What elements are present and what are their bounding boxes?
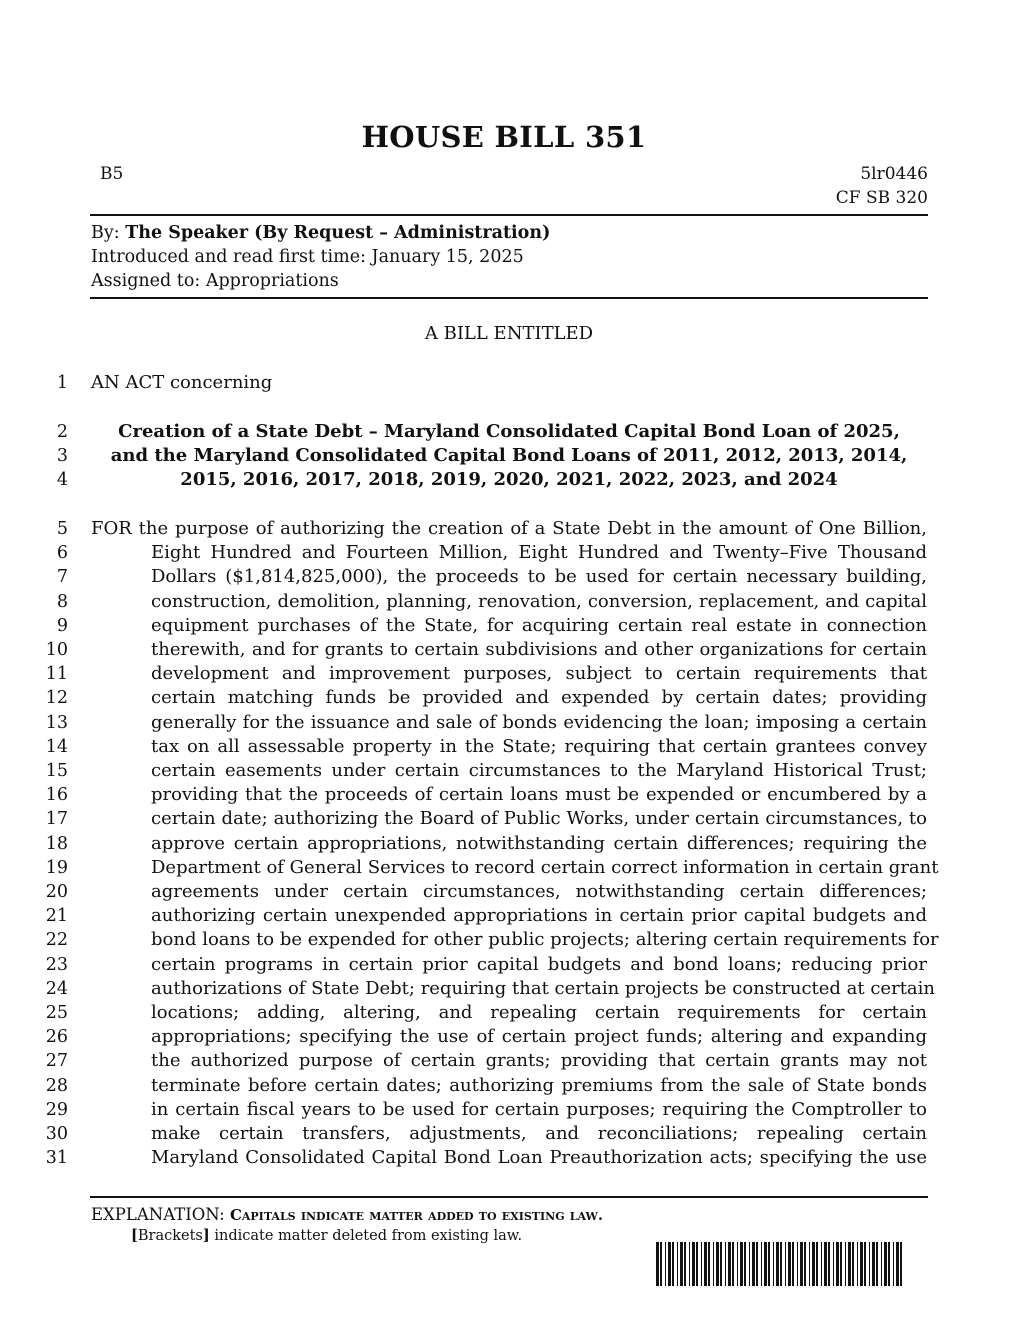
explanation-label: EXPLANATION: [91, 1205, 225, 1224]
bill-text-line: agreements under certain circumstances, notwithstanding certain differences; [151, 881, 927, 902]
act-title-line: and the Maryland Consolidated Capital Bond Loans of 2011, 2012, 2013, 2014, [110, 445, 908, 466]
barcode-bar [848, 1242, 851, 1286]
line-number: 19 [45, 857, 68, 878]
barcode-bar [660, 1242, 662, 1286]
barcode-bar [792, 1242, 794, 1286]
line-number: 23 [45, 954, 68, 975]
bill-text-line: equipment purchases of the State, for acquiring certain real estate in connection [151, 614, 927, 636]
line-number: 30 [45, 1124, 68, 1144]
barcode-bar [836, 1242, 839, 1286]
barcode-bar [788, 1242, 791, 1286]
barcode-bar [704, 1242, 707, 1286]
sponsor-line [91, 221, 550, 245]
barcode-bar [888, 1242, 890, 1286]
bill-text-line: development and improvement purposes, subject to certain requirements that [151, 663, 927, 685]
header-rule [90, 214, 928, 216]
line-number: 22 [45, 930, 68, 951]
bill-text-line: Dollars ($1,814,825,000), the proceeds to be used for certain necessary building, [151, 566, 927, 588]
barcode-bar [857, 1242, 858, 1286]
barcode-bar [696, 1242, 698, 1286]
bill-text-line: FOR the purpose of authorizing the creation of a State Debt in the amount of One Billion, [91, 518, 927, 539]
line-number: 24 [45, 978, 68, 999]
line-number: 13 [45, 712, 68, 733]
bill-text-line: Department of General Services to record certain correct information in certain grant [151, 856, 939, 878]
line-number: 5 [56, 519, 68, 539]
barcode-bar [680, 1242, 683, 1286]
line-number: 25 [45, 1003, 68, 1023]
barcode-bar [768, 1242, 770, 1286]
barcode-bar [668, 1242, 671, 1286]
barcode-bar [764, 1242, 767, 1286]
bill-text-line: locations; adding, altering, and repealing certain requirements for certain [151, 1002, 927, 1023]
barcode-bar [864, 1242, 866, 1286]
barcode-bar [761, 1242, 762, 1286]
barcode-bar [872, 1242, 875, 1286]
bill-text-line: therewith, and for grants to certain subdivisions and other organizations for certain [151, 639, 927, 660]
barcode-bar [821, 1242, 822, 1286]
line-number: 29 [45, 1099, 68, 1120]
bill-text-line: authorizations of State Debt; requiring that certain projects be constructed at certain [151, 977, 936, 999]
barcode-bar [845, 1242, 846, 1286]
line-number: 4 [56, 470, 68, 490]
barcode-bar [773, 1242, 774, 1286]
barcode-bar [800, 1242, 803, 1286]
line-number: 1 [56, 373, 68, 393]
brackets-word: Brackets [137, 1228, 203, 1244]
bill-text-line: make certain transfers, adjustments, and reconciliations; repealing certain [151, 1123, 927, 1144]
barcode-bar [776, 1242, 779, 1286]
bill-text-line: the authorized purpose of certain grants; providing that certain grants may not [151, 1050, 927, 1072]
line-number: 10 [45, 640, 68, 660]
brackets-line [131, 1226, 522, 1246]
bracket-open: [ [131, 1227, 138, 1244]
bracket-close: ] [202, 1227, 210, 1244]
barcode-bar [896, 1242, 899, 1286]
line-number: 15 [45, 761, 68, 781]
cross-file-code: CF SB 320 [835, 188, 928, 208]
barcode-bar [689, 1242, 690, 1286]
bill-entitled-heading: A BILL ENTITLED [424, 323, 594, 344]
bill-text-line: tax on all assessable property in the State; requiring that certain grantees convey [151, 735, 927, 757]
assigned-line: Assigned to: Appropriations [91, 271, 339, 291]
barcode-bar [725, 1242, 726, 1286]
bill-text-line: approve certain appropriations, notwithstanding certain differences; requiring the [151, 832, 927, 854]
act-title-line: Creation of a State Debt – Maryland Consolidated Capital Bond Loan of 2025, [118, 421, 900, 442]
barcode-bar [860, 1242, 863, 1286]
line-number: 8 [56, 591, 68, 612]
line-number: 2 [56, 422, 68, 442]
bill-text-line: construction, demolition, planning, renovation, conversion, replacement, and capital [151, 590, 927, 612]
barcode-bar [744, 1242, 746, 1286]
bill-text-line: bond loans to be expended for other public projects; altering certain requirements for [151, 929, 939, 951]
bill-text-line: certain date; authorizing the Board of Public Works, under certain circumstances, to [151, 808, 927, 830]
barcode-bar [728, 1242, 731, 1286]
line-number: 3 [56, 446, 68, 466]
line-number: 26 [45, 1027, 68, 1048]
barcode-bar [780, 1242, 782, 1286]
barcode-bar [900, 1242, 902, 1286]
sponsor-rule [90, 297, 928, 299]
barcode-bar [708, 1242, 710, 1286]
bill-text-line: Maryland Consolidated Capital Bond Loan Preauthorization acts; specifying the use [151, 1147, 927, 1169]
barcode-bar [756, 1242, 758, 1286]
barcode-bar [656, 1242, 659, 1286]
barcode-bar [816, 1242, 818, 1286]
bill-title: HOUSE BILL 351 [361, 120, 647, 154]
barcode-bar [828, 1242, 830, 1286]
barcode-icon [656, 1242, 906, 1286]
line-number: 16 [45, 785, 68, 806]
barcode-bar [833, 1242, 834, 1286]
barcode-bar [677, 1242, 678, 1286]
line-number: 14 [45, 736, 68, 757]
barcode-bar [884, 1242, 887, 1286]
bill-text-line: providing that the proceeds of certain loans must be expended or encumbered by a [151, 784, 927, 806]
barcode-bar [749, 1242, 750, 1286]
barcode-bar [713, 1242, 714, 1286]
line-number: 20 [45, 882, 68, 902]
barcode-bar [824, 1242, 827, 1286]
barcode-bar [852, 1242, 854, 1286]
line-number: 28 [45, 1075, 68, 1096]
bill-text-line: certain programs in certain prior capital budgets and bond loans; reducing prior [151, 953, 927, 975]
line-number: 9 [56, 615, 68, 636]
barcode-bar [732, 1242, 734, 1286]
line-number: 11 [45, 664, 68, 685]
barcode-bar [876, 1242, 878, 1286]
line-number: 27 [45, 1051, 68, 1072]
drafting-code: 5lr0446 [860, 164, 928, 184]
barcode-bar [692, 1242, 695, 1286]
bill-text-line: generally for the issuance and sale of bonds evidencing the loan; imposing a certain [151, 711, 927, 733]
barcode-bar [716, 1242, 719, 1286]
barcode-bar [881, 1242, 882, 1286]
barcode-bar [672, 1242, 674, 1286]
brackets-rest: indicate matter deleted from existing law. [209, 1228, 523, 1244]
line-number: 18 [45, 833, 68, 854]
barcode-bar [840, 1242, 842, 1286]
line-number: 31 [45, 1148, 68, 1169]
barcode-bar [893, 1242, 894, 1286]
subject-code: B5 [100, 164, 124, 184]
introduced-line: Introduced and read first time: January 15, 2025 [91, 247, 524, 267]
act-title-line: 2015, 2016, 2017, 2018, 2019, 2020, 2021, 2022, 2023, and 2024 [180, 469, 838, 490]
bill-text-line: appropriations; specifying the use of certain project funds; altering and expanding [151, 1026, 927, 1048]
barcode-bar [752, 1242, 755, 1286]
line-number: 7 [56, 567, 68, 588]
explanation-caps: Capitals indicate matter added to existing law. [229, 1206, 604, 1224]
line-number: 17 [45, 809, 68, 830]
line-number: 6 [56, 543, 68, 564]
barcode-bar [869, 1242, 870, 1286]
barcode-bar [665, 1242, 666, 1286]
sponsor-block [91, 221, 550, 293]
barcode-bar [720, 1242, 722, 1286]
bill-text-line: in certain fiscal years to be used for certain purposes; requiring the Comptroller to [151, 1098, 927, 1120]
barcode-bar [804, 1242, 806, 1286]
barcode-bar [809, 1242, 810, 1286]
explanation-line [91, 1204, 603, 1226]
by-label: By: [91, 223, 120, 243]
bill-text-line: certain easements under certain circumstances to the Maryland Historical Trust; [151, 760, 927, 781]
bill-text-line: AN ACT concerning [91, 372, 273, 393]
line-number: 21 [45, 906, 68, 927]
barcode-bar [797, 1242, 798, 1286]
bill-text-line: terminate before certain dates; authorizing premiums from the sale of State bonds [151, 1074, 927, 1096]
line-number: 12 [45, 688, 68, 709]
footer-rule [90, 1196, 928, 1198]
barcode-bar [737, 1242, 738, 1286]
sponsor-name: The Speaker (By Request – Administration) [125, 223, 551, 243]
bill-text-line: Eight Hundred and Fourteen Million, Eight Hundred and Twenty–Five Thousand [151, 542, 927, 564]
bill-text-line: certain matching funds be provided and expended by certain dates; providing [151, 687, 927, 709]
bill-codes [836, 162, 928, 210]
barcode-bar [785, 1242, 786, 1286]
barcode-bar [684, 1242, 686, 1286]
bill-text-line: authorizing certain unexpended appropriations in certain prior capital budgets and [151, 905, 927, 927]
barcode-bar [740, 1242, 743, 1286]
barcode-bar [812, 1242, 815, 1286]
barcode-bar [701, 1242, 702, 1286]
